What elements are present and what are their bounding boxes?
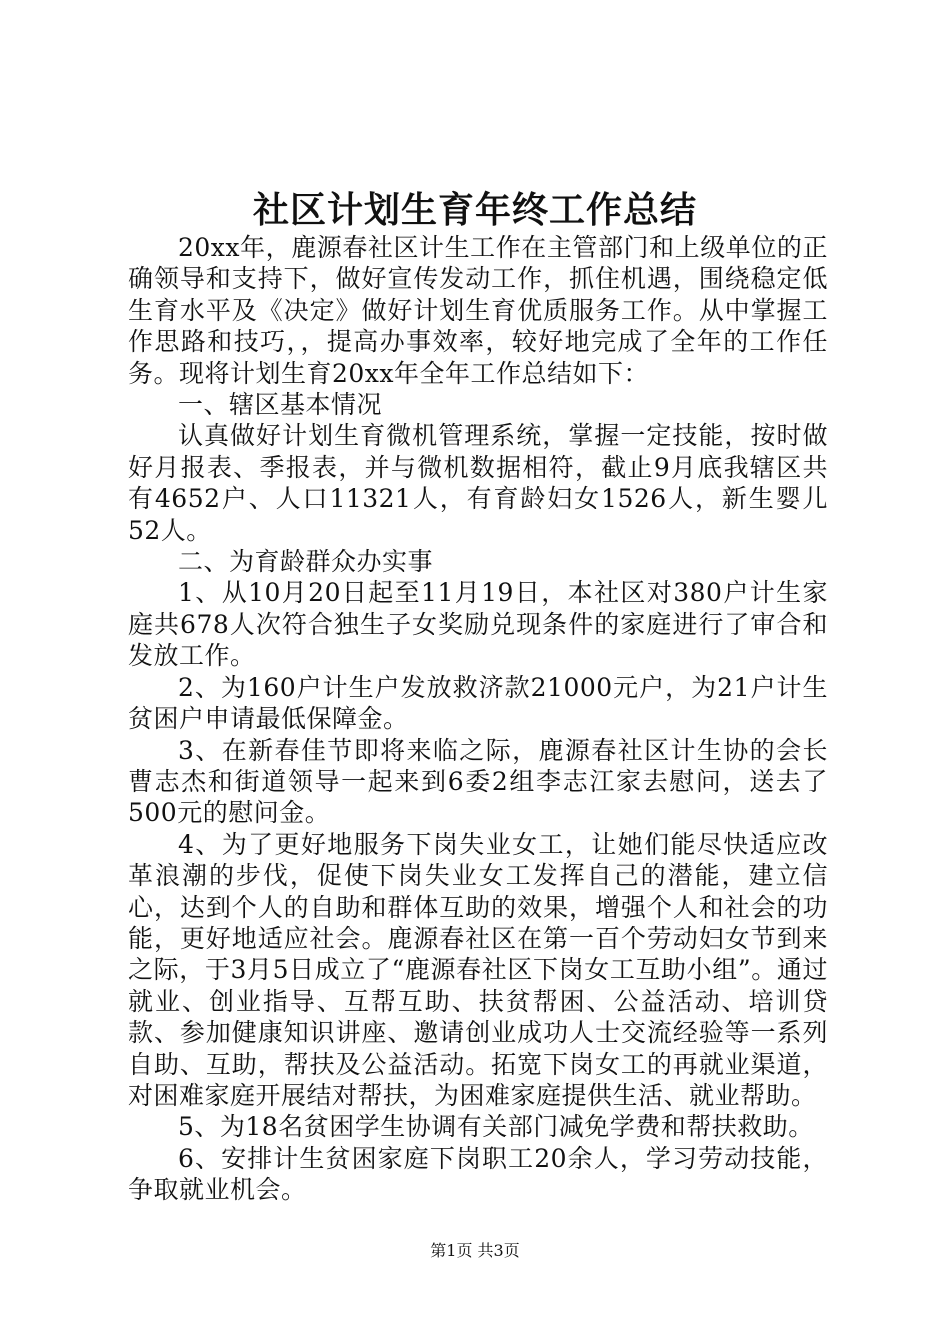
list-item-3: 3、在新春佳节即将来临之际，鹿源春社区计生协的会长曹志杰和街道领导一起来到6委2组李志江家去慰问，送去了500元的慰问金。	[128, 735, 828, 828]
page-number: 第1页 共3页	[430, 1241, 520, 1260]
list-item-6: 6、安排计生贫困家庭下岗职工20余人，学习劳动技能，争取就业机会。	[128, 1143, 828, 1205]
document-body	[128, 232, 828, 1206]
document-title: 社区计划生育年终工作总结	[252, 189, 697, 231]
list-item-5: 5、为18名贫困学生协调有关部门减免学费和帮扶救助。	[178, 1112, 814, 1142]
section-heading-basic-info: 一、辖区基本情况	[178, 390, 383, 420]
list-item-2: 2、为160户计生户发放救济款21000元户，为21户计生贫困户申请最低保障金。	[128, 672, 828, 734]
paragraph-intro: 20xx年，鹿源春社区计生工作在主管部门和上级单位的正确领导和支持下，做好宣传发动工作，抓住机遇，围绕稳定低生育水平及《决定》做好计划生育优质服务工作。从中掌握工作思路和技巧，，提高办事效率，较好地完成了全年的工作任务。现将计划生育20xx年全年工作总结如下：	[128, 233, 828, 388]
section-heading-practical-work: 二、为育龄群众办实事	[178, 547, 434, 577]
paragraph-basic-info: 认真做好计划生育微机管理系统，掌握一定技能，按时做好月报表、季报表，并与微机数据相符，截止9月底我辖区共有4652户、人口11321人，有育龄妇女1526人，新生婴儿52人。	[128, 421, 828, 545]
list-item-1: 1、从10月20日起至11月19日，本社区对380户计生家庭共678人次符合独生子女奖励兑现条件的家庭进行了审合和发放工作。	[128, 578, 828, 671]
list-item-4: 4、为了更好地服务下岗失业女工，让她们能尽快适应改革浪潮的步伐，促使下岗失业女工发挥自己的潜能，建立信心，达到个人的自助和群体互助的效果，增强个人和社会的功能，更好地适应社会。鹿源春社区在第一百个劳动妇女节到来之际，于3月5日成立了“鹿源春社区下岗女工互助小组”。通过就业、创业指导、互帮互助、扶贫帮困、公益活动、培训贷款、参加健康知识讲座、邀请创业成功人士交流经验等一系列自助、互助，帮扶及公益活动。拓宽下岗女工的再就业渠道，对困难家庭开展结对帮扶，为困难家庭提供生活、就业帮助。	[128, 829, 828, 1110]
